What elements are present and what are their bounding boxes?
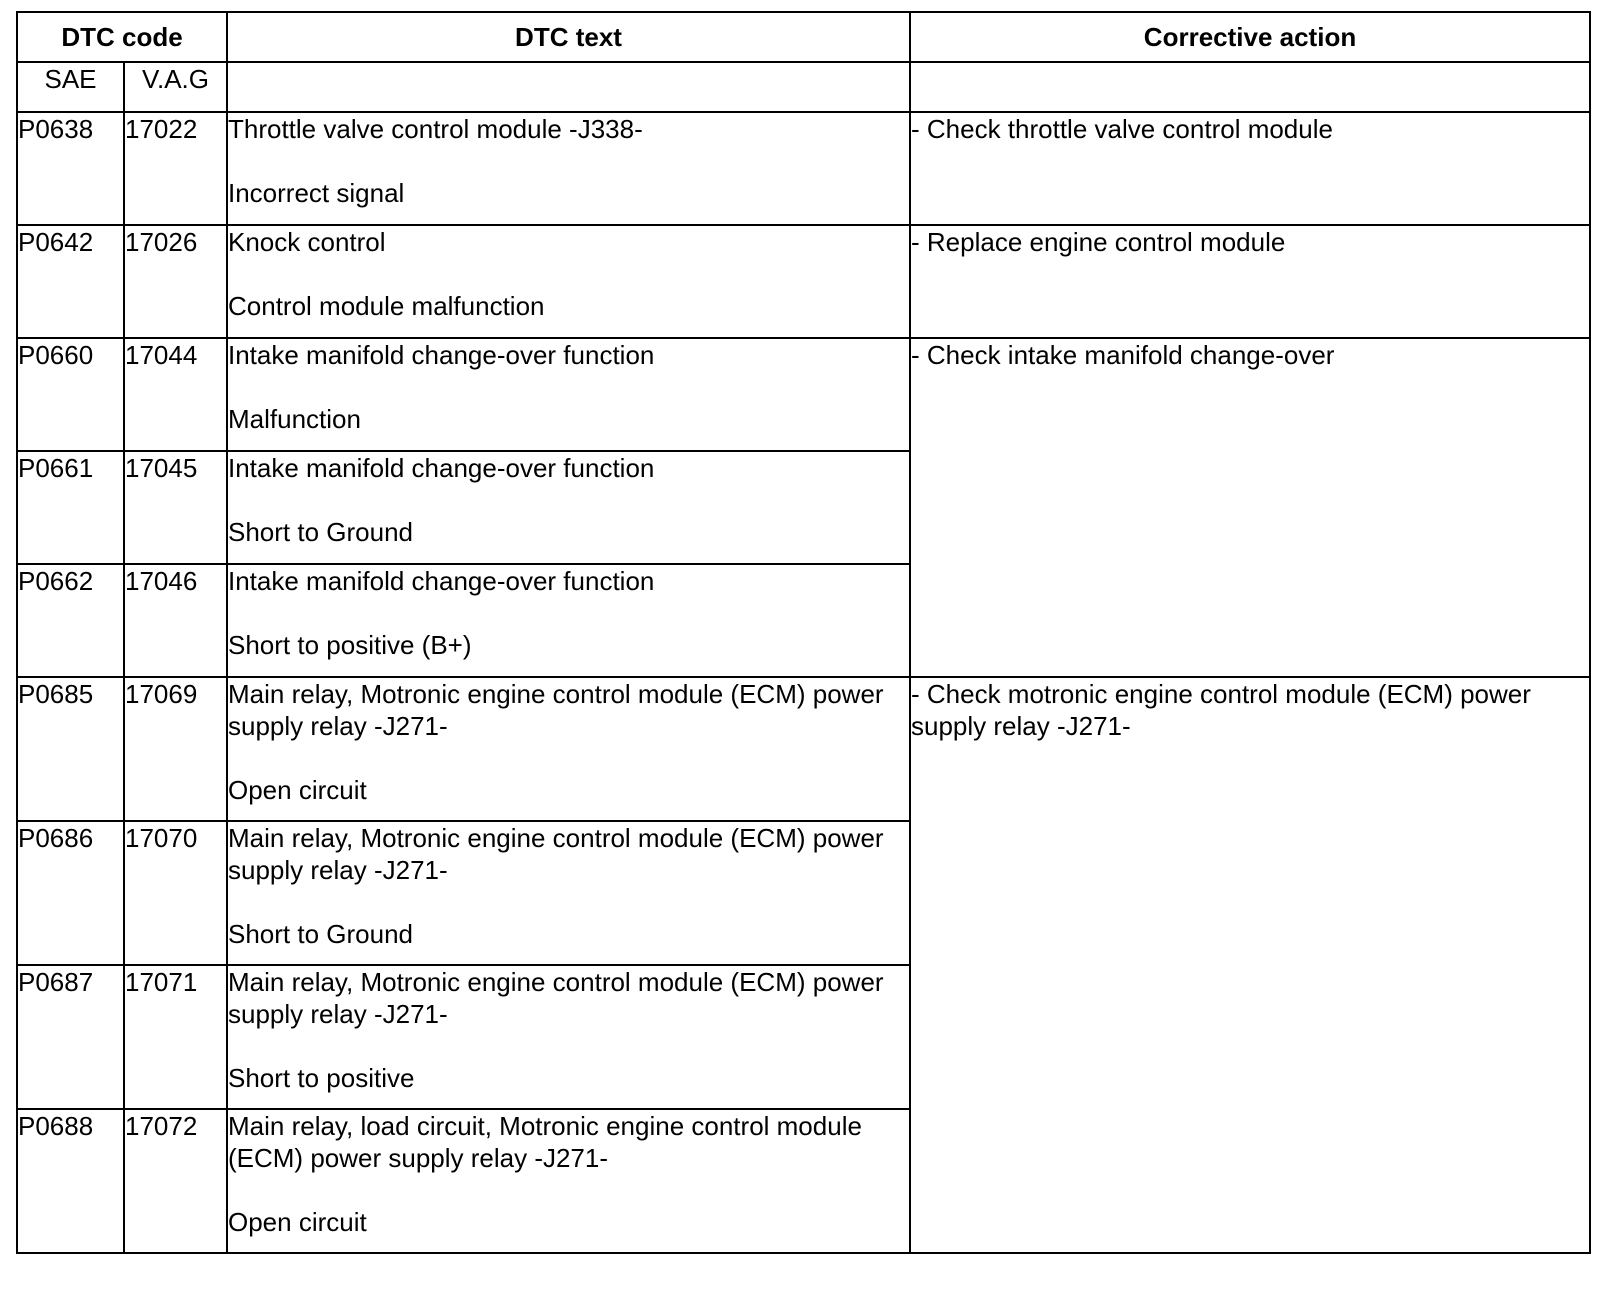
dtc-detail: Control module malfunction [228,291,545,321]
sae-code: P0685 [17,677,124,821]
dtc-detail: Short to positive [228,1063,415,1093]
dtc-text: Main relay, Motronic engine control module (ECM) power supply relay -J271- [228,823,884,885]
table-row [17,338,1590,451]
dtc-text-cell [227,112,910,225]
dtc-text: Knock control [228,227,386,257]
header-dtc-code: DTC code [17,12,227,62]
dtc-text: Intake manifold change-over function [228,453,655,483]
dtc-text: Intake manifold change-over function [228,340,655,370]
dtc-text-cell [227,821,910,965]
subheader-sae: SAE [17,62,124,112]
dtc-text: Main relay, load circuit, Motronic engine control module (ECM) power supply relay -J271- [228,1111,862,1173]
sae-code: P0661 [17,451,124,564]
subheader-empty-text [227,62,910,112]
vag-code: 17072 [124,1109,227,1253]
dtc-text-cell [227,451,910,564]
sae-code: P0687 [17,965,124,1109]
dtc-text-cell [227,338,910,451]
vag-code: 17044 [124,338,227,451]
corrective-action: - Check throttle valve control module [910,112,1590,225]
sae-code: P0638 [17,112,124,225]
dtc-detail: Short to Ground [228,919,413,949]
corrective-action: - Check intake manifold change-over [910,338,1590,677]
dtc-text-cell [227,1109,910,1253]
vag-code: 17071 [124,965,227,1109]
dtc-text: Main relay, Motronic engine control module (ECM) power supply relay -J271- [228,967,884,1029]
vag-code: 17045 [124,451,227,564]
dtc-table [16,11,1591,1254]
header-dtc-text: DTC text [227,12,910,62]
dtc-text-cell [227,564,910,677]
vag-code: 17069 [124,677,227,821]
vag-code: 17046 [124,564,227,677]
sae-code: P0642 [17,225,124,338]
corrective-action: - Replace engine control module [910,225,1590,338]
sae-code: P0662 [17,564,124,677]
dtc-detail: Malfunction [228,404,361,434]
dtc-text-cell [227,225,910,338]
dtc-detail: Short to Ground [228,517,413,547]
dtc-text-cell [227,677,910,821]
table-row [17,225,1590,338]
vag-code: 17022 [124,112,227,225]
dtc-detail: Open circuit [228,1207,367,1237]
subheader-empty-action [910,62,1590,112]
vag-code: 17070 [124,821,227,965]
table-row [17,112,1590,225]
sae-code: P0688 [17,1109,124,1253]
dtc-detail: Incorrect signal [228,178,405,208]
dtc-text: Throttle valve control module -J338- [228,114,643,144]
sae-code: P0660 [17,338,124,451]
header-corrective-action: Corrective action [910,12,1590,62]
dtc-detail: Short to positive (B+) [228,630,472,660]
dtc-text-cell [227,965,910,1109]
subheader-vag: V.A.G [124,62,227,112]
sae-code: P0686 [17,821,124,965]
vag-code: 17026 [124,225,227,338]
dtc-text: Intake manifold change-over function [228,566,655,596]
table-row [17,677,1590,821]
dtc-text: Main relay, Motronic engine control module (ECM) power supply relay -J271- [228,679,884,741]
corrective-action: - Check motronic engine control module (ECM) power supply relay -J271- [910,677,1590,1253]
dtc-detail: Open circuit [228,775,367,805]
